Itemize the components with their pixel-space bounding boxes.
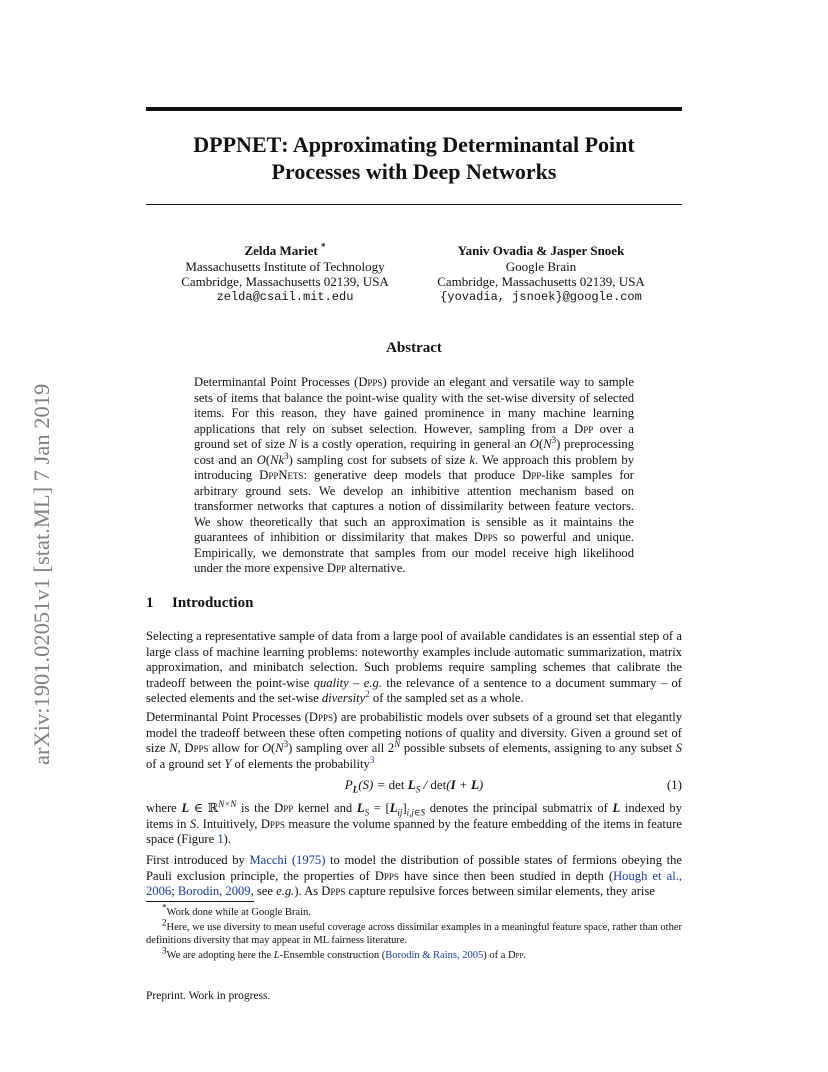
equation-expression: $P_L(S) = \det L_S / \det(I + L)$: [344, 777, 484, 795]
citation-link[interactable]: Macchi: [249, 853, 288, 867]
title-line2: Processes with Deep Networks: [271, 159, 557, 184]
author-block-left: [170, 243, 400, 305]
author-block-right: [425, 243, 657, 305]
author-email: {yovadia, jsnoek}@google.com: [440, 289, 642, 304]
abstract-heading: Abstract: [386, 340, 442, 356]
intro-paragraph-1: Selecting a representative sample of data from a large pool of available candidates is an essential step of a large class of machine learning problems: noteworthy examples include automatic summarization, matrix approximation, and minibatch selection. Such problems require sampling schemes that calibrate the tradeoff between the point-wise quality – e.g. the relevance of a sentence to a document summary – of selected elements and the set-wise diversity$^2$ of the sampled set as a whole.: [146, 629, 682, 705]
arxiv-stamp: arXiv:1901.02051v1 [stat.ML] 7 Jan 2019: [29, 383, 54, 765]
citation-link[interactable]: Hough et al., 2006: [146, 868, 683, 898]
abstract-text: Determinantal Point Processes (Dpps) provide an elegant and versatile way to sample sets of items that balance the point-wise quality with the set-wise diversity of selected items. For this reason, they have gained prominence in many machine learning applications that rely on subset selection. However, sampling from a Dpp over a ground set of size N is a costly operation, requiring in general an $O(N^3)$ preprocessing cost and an O(Nk$^3$) sampling cost for subsets of size k. We approach this problem by introducing DppNets: generative deep models that produce Dpp-like samples for arbitrary ground sets. We develop an inhibitive attention mechanism based on transformer networks that captures a notion of dissimilarity between feature vectors. We show theoretically that such an approximation is sensible as it maintains the guarantees of inhibition or dissimilarity that makes Dpps so powerful and unique. Empirically, we demonstrate that samples from our model receive high likelihood under the more expensive Dpp alternative.: [194, 375, 635, 575]
title-line1: DPPNET: Approximating Determinantal Point: [193, 132, 635, 157]
author-address: Cambridge, Massachusetts 02139, USA: [437, 274, 645, 289]
footnote-1: *Work done while at Google Brain.: [162, 902, 311, 918]
author-email: zelda@csail.mit.edu: [216, 289, 354, 304]
preprint-note: Preprint. Work in progress.: [146, 990, 271, 1002]
citation-link[interactable]: Borodin, 2009: [177, 884, 251, 898]
author-affiliation: Massachusetts Institute of Technology: [185, 258, 385, 274]
citation-link[interactable]: Borodin & Rains, 2005: [385, 949, 484, 961]
equation-number: (1): [666, 777, 682, 792]
author-address: Cambridge, Massachusetts 02139, USA: [181, 274, 389, 289]
equation-1: [146, 775, 682, 795]
author-affiliation: Google Brain: [505, 258, 577, 274]
footnote-2: $^2$Here, we use diversity to mean useful coverage across dissimilar examples in a meaningful feature space, rather than other definitions diversity that may appear in ML fairness literature.: [146, 917, 682, 946]
author-name: Yaniv Ovadia & Jasper Snoek: [457, 243, 625, 258]
section-heading-introduction: 1 Introduction: [146, 595, 254, 611]
author-name: Zelda Mariet *: [244, 241, 326, 258]
paper-title: [146, 131, 682, 185]
footnote-3: $^3$We are adopting here the L-Ensemble construction (Borodin & Rains, 2005) of a Dpp.: [162, 945, 527, 961]
intro-paragraph-4: First introduced by Macchi (1975) to model the distribution of possible states of fermions obeying the Pauli exclusion principle, the properties of Dpps have since then been studied in depth (Hough et al., 2006; Borodin, 2009, see e.g.). As Dpps capture repulsive forces between similar elements, they arise: [146, 853, 683, 898]
intro-paragraph-2: Determinantal Point Processes (Dpps) are probabilistic models over subsets of a ground set that elegantly model the tradeoff between these often competing notions of quality and diversity. Given a ground set of size N, Dpps allow for $O(N^3)$ sampling over all $2^N$ possible subsets of elements, assigning to any subset S of a ground set Y of elements the probability$^3$: [146, 710, 683, 771]
title-rule-bottom: [146, 204, 682, 205]
footnotes: [146, 902, 682, 963]
citation-year-link[interactable]: (1975): [291, 853, 326, 867]
intro-paragraph-3: where L ∈ ℝ$^{N\times N}$ is the Dpp kernel and $L_S = [L_{ij}]_{i,j\in S}$ denotes the principal submatrix of L indexed by items in S. Intuitively, Dpps measure the volume spanned by the feature embedding of the items in feature space (Figure 1).: [146, 798, 683, 846]
title-rule-top: [146, 107, 682, 111]
